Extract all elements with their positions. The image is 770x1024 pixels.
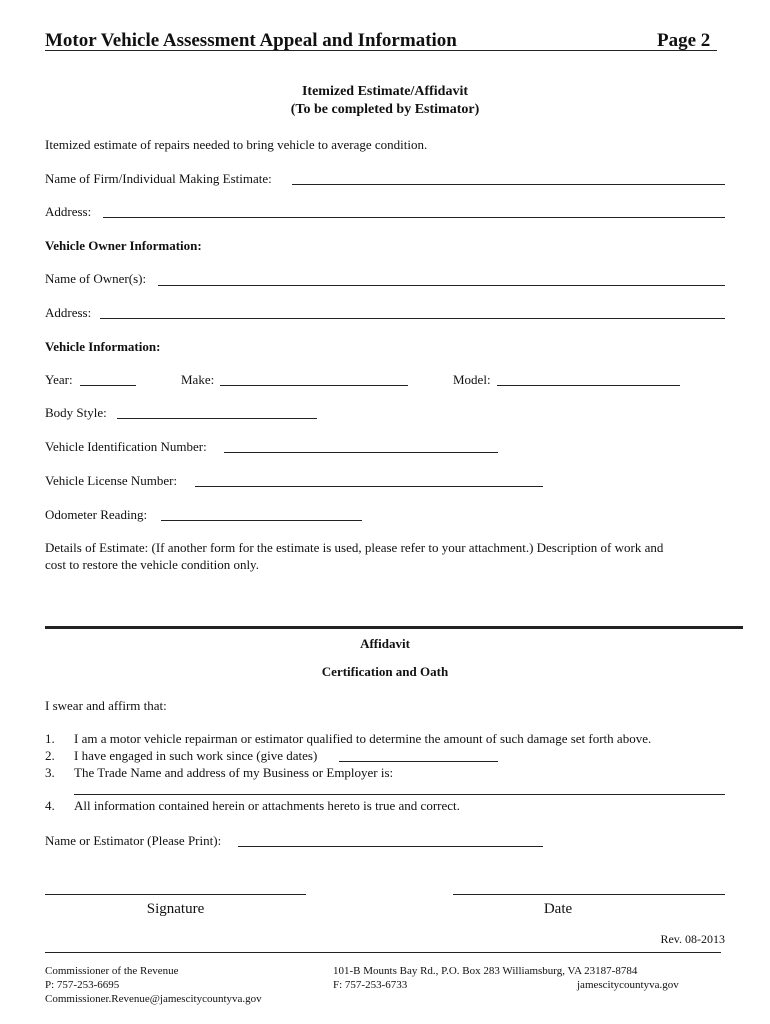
signature-label: Signature bbox=[146, 901, 205, 917]
owner-name-label: Name of Owner(s): bbox=[45, 271, 147, 286]
estimator-name-field[interactable] bbox=[238, 846, 543, 847]
vehicle-heading: Vehicle Information: bbox=[45, 339, 161, 354]
owner-address-label: Address: bbox=[45, 305, 92, 320]
item-3-text: The Trade Name and address of my Business or Employer is: bbox=[74, 765, 394, 780]
footer-website[interactable]: jamescitycountyva.gov bbox=[577, 979, 679, 991]
firm-address-field[interactable] bbox=[103, 217, 725, 218]
owner-address-field[interactable] bbox=[100, 318, 725, 319]
affidavit-title: Affidavit bbox=[360, 636, 410, 651]
section-title: Itemized Estimate/Affidavit bbox=[301, 84, 469, 99]
license-field[interactable] bbox=[195, 486, 543, 487]
document-title: Motor Vehicle Assessment Appeal and Information bbox=[45, 30, 457, 51]
item-4-text: All information contained herein or attachments hereto is true and correct. bbox=[74, 798, 460, 813]
item-4-number: 4. bbox=[45, 798, 55, 813]
footer-email: Commissioner.Revenue@jamescitycountyva.gov bbox=[45, 993, 262, 1005]
vin-field[interactable] bbox=[224, 452, 498, 453]
section-subtitle: (To be completed by Estimator) bbox=[290, 102, 480, 117]
revision-label: Rev. 08-2013 bbox=[660, 932, 725, 946]
footer-address: 101-B Mounts Bay Rd., P.O. Box 283 Williamsburg, VA 23187-8784 bbox=[333, 965, 638, 977]
body-style-label: Body Style: bbox=[45, 405, 107, 420]
firm-name-field[interactable] bbox=[292, 184, 725, 185]
item-1-text: I am a motor vehicle repairman or estimator qualified to determine the amount of such damage set forth above. bbox=[74, 731, 652, 746]
item-1-number: 1. bbox=[45, 731, 55, 746]
business-address-field[interactable] bbox=[74, 794, 725, 795]
model-field[interactable] bbox=[497, 385, 680, 386]
year-label: Year: bbox=[45, 372, 73, 387]
estimator-name-label: Name or Estimator (Please Print): bbox=[45, 833, 222, 848]
odometer-field[interactable] bbox=[161, 520, 362, 521]
owner-name-field[interactable] bbox=[158, 285, 725, 286]
vin-label: Vehicle Identification Number: bbox=[45, 439, 207, 454]
date-label: Date bbox=[543, 901, 573, 917]
footer-fax: F: 757-253-6733 bbox=[333, 979, 408, 991]
make-label: Make: bbox=[181, 372, 215, 387]
item-3-number: 3. bbox=[45, 765, 55, 780]
details-line-1: Details of Estimate: (If another form for the estimate is used, please refer to your attachment.) Description of work and bbox=[45, 540, 664, 555]
body-style-field[interactable] bbox=[117, 418, 317, 419]
make-field[interactable] bbox=[220, 385, 408, 386]
footer-rule bbox=[45, 952, 721, 953]
firm-address-label: Address: bbox=[45, 204, 92, 219]
work-dates-field[interactable] bbox=[339, 761, 498, 762]
details-line-2: cost to restore the vehicle condition only. bbox=[45, 557, 259, 572]
section-divider bbox=[45, 626, 743, 629]
year-field[interactable] bbox=[80, 385, 136, 386]
odometer-label: Odometer Reading: bbox=[45, 507, 148, 522]
date-field[interactable] bbox=[453, 894, 725, 895]
item-2-text: I have engaged in such work since (give dates) bbox=[74, 748, 318, 763]
footer-office: Commissioner of the Revenue bbox=[45, 965, 179, 977]
page-number: Page 2 bbox=[657, 30, 711, 51]
header-rule bbox=[45, 50, 717, 51]
affidavit-subtitle: Certification and Oath bbox=[321, 664, 449, 679]
item-2-number: 2. bbox=[45, 748, 55, 763]
intro-text: Itemized estimate of repairs needed to bring vehicle to average condition. bbox=[45, 137, 428, 152]
license-label: Vehicle License Number: bbox=[45, 473, 178, 488]
swear-text: I swear and affirm that: bbox=[45, 698, 167, 713]
model-label: Model: bbox=[453, 372, 491, 387]
owner-heading: Vehicle Owner Information: bbox=[45, 238, 202, 253]
signature-field[interactable] bbox=[45, 894, 306, 895]
firm-name-label: Name of Firm/Individual Making Estimate: bbox=[45, 171, 272, 186]
footer-phone: P: 757-253-6695 bbox=[45, 979, 120, 991]
